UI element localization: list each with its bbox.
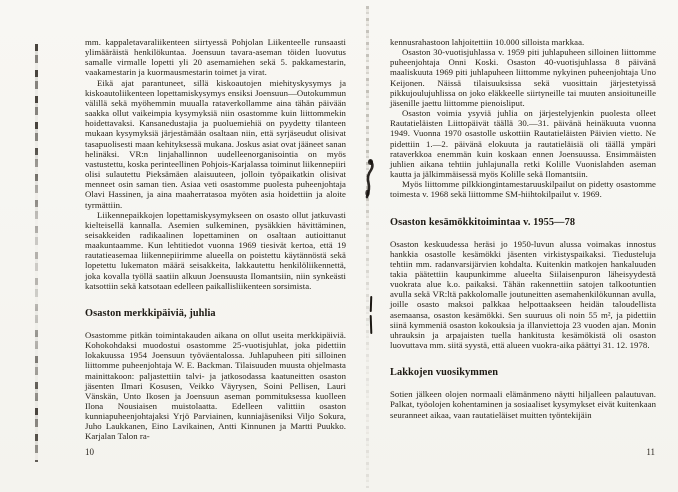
paragraph: Sotien jälkeen olojen normaali elämänmeno näytti hiljalleen palautuvan. Palkat, työolojen kohentaminen ja sosiaaliset kysymykset eivät kuitenkaan seuranneet aikaa, vaan rautatieläiset muitten työntekijäin xyxy=(390,389,656,420)
paragraph: Osaston 30-vuotisjuhlassa v. 1959 piti juhlapuheen silloinen liittomme puheenjohtaja Onni Koski. Osaston 40-vuotisjuhlassa 8 päivänä maaliskuuta 1969 piti juhlapuheen liittomme nykyinen puheenjohtaja Uno Keijonen. Näissä tilaisuuksissa sekä vuosittain järjestetyissä pikkujoulujuhlissa on joko eläkkeelle siirtyneille tai muuten ansioituneille jäsenille jaettu liittomme pienoisliput. xyxy=(390,47,656,108)
section-heading: Osaston merkkipäiviä, juhlia xyxy=(85,307,216,319)
paragraph: Eikä ajat parantuneet, sillä kiskoautojen miehityskysymys ja kiskoautoliikenteen lopettamiskysymys ensiksi Joensuun—Outokummun välillä sekä myöhemmin muualla rataverkollamme aina tähän päivään saakka ollut vaikeimpia kysymyksiä niin osastomme kuin liittommekin hoidettavaksi. Kansanedustajia ja puoluemiehiä on pyydetty tilanteen mukaan kysymyksiä järjestämään osaltaan niin, että syrjäseudut olisivat tasapuolisesti maan kehityksessä mukana. Joskus asiat ovat jääneet sanan helinäksi. VR:n linjahallinnon uudelleenorganisointia on myös vastustettu, koska perinteellinen Pohjois-Karjalassa toiminut liikennepiiri olisi sulautettu Pieksämäen alaisuuteen, jolloin työpaikatkin olisivat menneet osin saman tien. Asiaa veti osastomme puolesta puheenjohtaja Olavi Hassinen, ja aina maaherratasoa myöten asia hoidettiin ja aloite tyrmättiin. xyxy=(85,77,346,210)
gutter-ink-dash xyxy=(370,315,373,334)
page-number: 10 xyxy=(85,447,94,457)
gutter-ink-dash xyxy=(370,296,373,312)
paragraph: Myös liittomme pilkkiongintamestaruuskilpailut on pidetty osastomme toimesta v. 1968 sekä liittomme SM-hiihtokilpailut v. 1969. xyxy=(390,179,656,200)
section-heading: Osaston kesämökkitoimintaa v. 1955—78 xyxy=(390,216,576,228)
page-number: 11 xyxy=(646,447,655,457)
paragraph: Osaston voimia ysyviä juhlia on järjestelyjenkin puolesta olleet Rautatieläisten Liittopäivät täällä 30.—31. päivänä heinäkuuta vuonna 1949. Vuonna 1970 osastolle uskottiin Rautatieläisten Päivien vietto. Ne pidettiin 1.—2. päivänä elokuuta ja rautatieläisiä oli täällä ympäri rataverkkoa enemmän kuin koskaan ennen Joensuussa. Ensimmäisten juhlien aikana tehtiin juhlajunalla retki Kolille Vuonislahden aseman kautta ja jälkimmäisessä myös Kolille sekä Ilomantsiin. xyxy=(390,108,656,180)
paragraph: Liikennepaikkojen lopettamiskysymykseen on osasto ollut jatkuvasti kielteisellä kannalla. Asemien sulkeminen, pysäkkien hävittäminen, seisakkeiden radikaalinen lopettaminen on osaltaan autioittanut maakuntaamme. Kun lehtitiedot vuonna 1969 tiesivät kertoa, että 19 rautatieasemaa liikennepiirimme alueella on poistettu käytännöstä sekä lopetettu lukematon määrä seisakkeita, lakkautettu henkilöliikennettä, joka kovalla työllä saatiin alkuun Joensuusta Ilomantsiin, niin synkeästi katsottiin sekä katsotaan edelleen paikallisliikenteen sorsimista. xyxy=(85,209,346,291)
paragraph: mm. kappaletavaraliikenteen siirtyessä Pohjolan Liikenteelle runsaasti ylimääräistä henkilökuntaa. Joensuun tavara-aseman töiden luovutus samalle virmalle lopetti yli 20 asemamiehen sekä 5. pakkamestarin, vaakamestarin ja kuormausmestarin toimet ja virat. xyxy=(85,37,346,78)
right-page xyxy=(390,37,656,420)
paragraph: Osastomme pitkän toimintakauden aikana on ollut useita merkkipäiviä. Kohokohdaksi muodostui osastomme 25-vuotisjuhlat, joka pidettiin lokakuussa 1954 Joensuun työväentalossa. Juhlapuheen piti silloinen liittomme puheenjohtaja W. E. Backman. Tilaisuuden muusta ohjelmasta mainittakoon: paljastettiin talvi- ja jatkosodassa kaatuneitten osaston jäsenten Ilmari Kosusen, Veikko Väyrysen, Soini Pellisen, Lauri Vänskän, Unto Ikosen ja Joensuun aseman pommituksessa kuolleen Ilona Nousiaisen muistolaatta. Edelleen valittiin osaston kunniapuheenjohtajaksi Yrjö Parviainen, kunniajäseniksi Viljo Sokura, Juho Laukkanen, Eino Lavikainen, Antti Kinnunen ja Martti Puukko. Karjalan Talon ra- xyxy=(85,329,346,442)
left-page xyxy=(85,37,346,442)
paragraph: kennusrahastoon lahjoitettiin 10.000 silloista markkaa. xyxy=(390,37,585,47)
paragraph: Osaston keskuudessa heräsi jo 1950-luvun alussa voimakas innostus hankkia osastolle kesämökki jäsenten virkistyspaikaksi. Tiedusteluja tehtiin mm. radanvarsijärvien kohdalta. Kuitenkin matkojen hankaluuden takia päätettiin kaupunkimme alueelta Siilaisenpuron läheisyydestä vuokrata alue k.o. paikaksi. Tähän rakennettiin satojen talkootuntien avulla sekä VR:ltä pakkolomalle joutuneitten asemahenkilökunnan avulla, joille osasto maksoi palkkaa helpottaakseen heidän taloudellista asemaansa, osaston kesämökki. Sen suuruus oli noin 55 m², ja pidettiin siinä kymmeniä osaston kokouksia ja illanviettoja 23 vuoden ajan. Monin uhrauksin ja arpajaisten tuella hankitusta kesämökistä oli osaston luovuttava mm. siitä syystä, että alueen vuokra-aika päättyi 31. 12. 1978. xyxy=(390,238,656,351)
gutter-ink-mark xyxy=(362,158,376,200)
book-gutter-shadow xyxy=(366,6,369,488)
scan-edge-artifact xyxy=(35,44,38,462)
section-heading: Lakkojen vuosikymmen xyxy=(390,367,499,379)
